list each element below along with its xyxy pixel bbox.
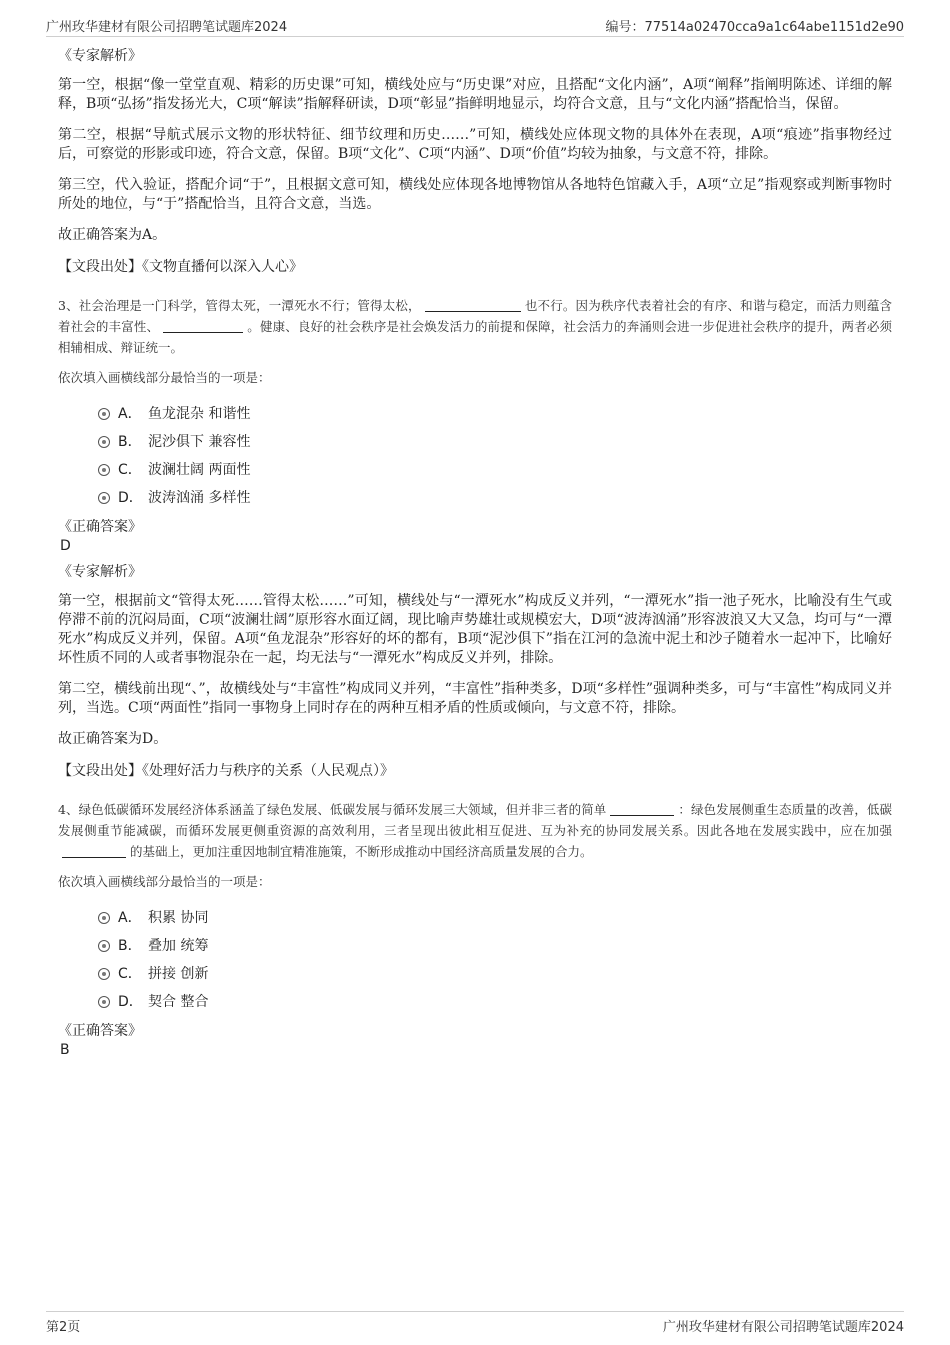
q4-answer-label: 《正确答案》 <box>58 1023 142 1039</box>
q4-option-d[interactable] <box>58 988 892 1016</box>
fill-blank <box>62 843 126 858</box>
q4-options <box>58 904 892 1016</box>
q4-option-c[interactable] <box>58 960 892 988</box>
q4-stem-text: 4、绿色低碳循环发展经济体系涵盖了绿色发展、低碳发展与循环发展三大领域，但并非三者的简单 <box>58 802 607 817</box>
option-letter: A． <box>118 406 142 422</box>
option-letter: A． <box>118 910 142 926</box>
q4-stem-text: 的基础上，更加注重因地制宜精准施策，不断形成推动中国经济高质量发展的合力。 <box>130 844 593 859</box>
q3-stem-text: 也不行。因为秩序代表着社会的有序、和谐与稳定，而活力则蕴含着社会的丰富性、 <box>58 298 892 334</box>
q2-analysis-paragraph: 第一空，根据“像一堂堂直观、精彩的历史课”可知，横线处应与“历史课”对应，且搭配“文化内涵”，A项“阐释”指阐明陈述、详细的解释，B项“弘扬”指发扬光大，C项“解读”指解释研读，D项“彰显”指鲜明地显示，均符合文意，且与“文化内涵”搭配恰当，保留。 <box>58 77 892 112</box>
option-text: 契合 整合 <box>148 994 209 1010</box>
radio-button-icon[interactable] <box>98 968 110 980</box>
q3-options <box>58 400 892 512</box>
option-letter: C． <box>118 966 142 982</box>
q4-answer: B <box>60 1042 70 1058</box>
option-letter: D． <box>118 994 143 1010</box>
q4-option-b[interactable] <box>58 932 892 960</box>
q4-instruction: 依次填入画横线部分最恰当的一项是： <box>58 874 271 889</box>
radio-button-icon[interactable] <box>98 464 110 476</box>
option-letter: C． <box>118 462 142 478</box>
radio-button-icon[interactable] <box>98 996 110 1008</box>
fill-blank <box>610 801 674 816</box>
option-letter: D． <box>118 490 143 506</box>
page-footer <box>46 1311 904 1334</box>
q2-analysis-paragraph: 第二空，根据“导航式展示文物的形状特征、细节纹理和历史……”可知，横线处应体现文物的具体外在表现，A项“痕迹”指事物经过后，可察觉的形影或印迹，符合文意，保留。B项“文化”、C项“内涵”、D项“价值”均较为抽象，与文意不符，排除。 <box>58 127 892 162</box>
option-text: 波澜壮阔 两面性 <box>148 462 251 478</box>
page-content <box>58 46 892 1066</box>
page-header <box>46 14 904 37</box>
header-title: 广州玫华建材有限公司招聘笔试题库2024 <box>46 20 288 35</box>
q2-source: 【文段出处】《文物直播何以深入人心》 <box>58 259 303 275</box>
q3-option-d[interactable] <box>58 484 892 512</box>
q4-option-a[interactable] <box>58 904 892 932</box>
header-serial: 编号：77514a02470cca9a1c64abe1151d2e90 <box>605 20 904 35</box>
q3-answer-label: 《正确答案》 <box>58 519 142 535</box>
radio-button-icon[interactable] <box>98 436 110 448</box>
fill-blank <box>163 318 243 333</box>
q4-stem-text: ：绿色发展侧重生态质量的改善，低碳发展侧重节能减碳，而循环发展更侧重资源的高效利用，三者呈现出彼此相互促进、互为补充的协同发展关系。因此各地在发展实践中，应在加强 <box>58 802 892 838</box>
footer-title: 广州玫华建材有限公司招聘笔试题库2024 <box>662 1320 904 1335</box>
q3-analysis-paragraph: 第二空，横线前出现“、”，故横线处与“丰富性”构成同义并列，“丰富性”指种类多，D项“多样性”强调种类多，可与“丰富性”构成同义并列，当选。C项“两面性”指同一事物身上同时存在的两种互相矛盾的性质或倾向，与文意不符，排除。 <box>58 681 892 716</box>
page-number: 第2页 <box>46 1320 81 1335</box>
radio-button-icon[interactable] <box>98 940 110 952</box>
q3-instruction: 依次填入画横线部分最恰当的一项是： <box>58 370 271 385</box>
q3-stem <box>58 295 892 358</box>
option-text: 积累 协同 <box>148 910 209 926</box>
radio-button-icon[interactable] <box>98 408 110 420</box>
q3-option-a[interactable] <box>58 400 892 428</box>
q2-conclusion: 故正确答案为A。 <box>58 227 167 243</box>
q3-option-c[interactable] <box>58 456 892 484</box>
option-letter: B． <box>118 434 142 450</box>
q3-analysis-label: 《专家解析》 <box>58 564 142 580</box>
q2-analysis-label: 《专家解析》 <box>58 48 142 64</box>
option-text: 鱼龙混杂 和谐性 <box>148 406 251 422</box>
option-text: 泥沙俱下 兼容性 <box>148 434 251 450</box>
q3-source: 【文段出处】《处理好活力与秩序的关系（人民观点）》 <box>58 763 394 779</box>
q3-conclusion: 故正确答案为D。 <box>58 731 168 747</box>
q3-analysis-paragraph: 第一空，根据前文“管得太死……管得太松……”可知，横线处与“一潭死水”构成反义并列，“一潭死水”指一池子死水，比喻没有生气或停滞不前的沉闷局面，C项“波澜壮阔”原形容水面辽阔，现比喻声势雄壮或规模宏大，D项“波涛汹涌”形容波浪又大又急，均可与“一潭死水”构成反义并列，保留。A项“鱼龙混杂”形容好的坏的都有，B项“泥沙俱下”指在江河的急流中泥土和沙子随着水一起冲下，比喻好坏性质不同的人或者事物混杂在一起，均无法与“一潭死水”构成反义并列，排除。 <box>58 593 892 666</box>
q2-analysis-paragraph: 第三空，代入验证，搭配介词“于”，且根据文意可知，横线处应体现各地博物馆从各地特色馆藏入手，A项“立足”指观察或判断事物时所处的地位，与“于”搭配恰当，且符合文意，当选。 <box>58 177 892 212</box>
radio-button-icon[interactable] <box>98 912 110 924</box>
q3-stem-text: 。健康、良好的社会秩序是社会焕发活力的前提和保障，社会活力的奔涌则会进一步促进社会秩序的提升，两者必须相辅相成、辩证统一。 <box>58 319 892 355</box>
fill-blank <box>425 297 521 312</box>
option-letter: B． <box>118 938 142 954</box>
option-text: 波涛汹涌 多样性 <box>148 490 251 506</box>
option-text: 拼接 创新 <box>148 966 209 982</box>
q3-stem-text: 3、社会治理是一门科学，管得太死，一潭死水不行；管得太松， <box>58 298 421 313</box>
q3-option-b[interactable] <box>58 428 892 456</box>
q4-stem <box>58 799 892 862</box>
radio-button-icon[interactable] <box>98 492 110 504</box>
option-text: 叠加 统筹 <box>148 938 209 954</box>
q3-answer: D <box>60 538 71 554</box>
